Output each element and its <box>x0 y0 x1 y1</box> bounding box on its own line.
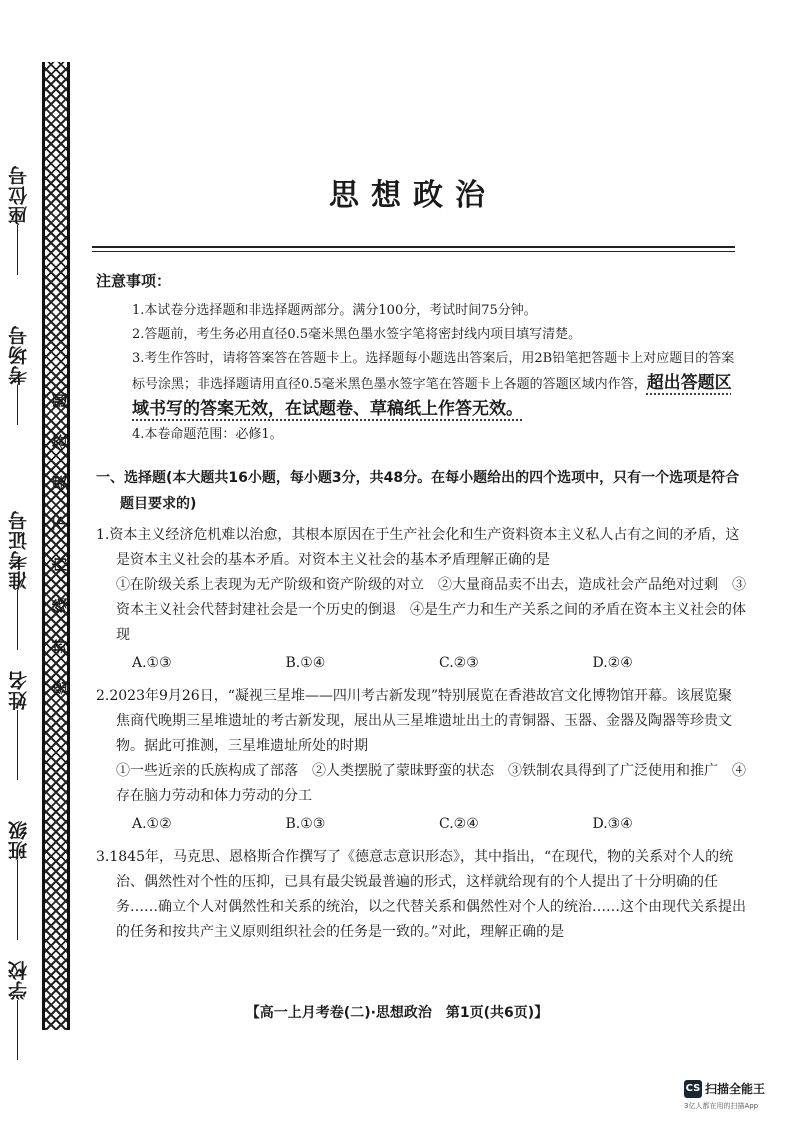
seal-char: 不 <box>51 515 70 532</box>
name-line <box>17 710 20 780</box>
scanner-tagline: 3亿人都在用的扫描App <box>684 1101 759 1110</box>
option-a[interactable]: A.①② <box>132 816 172 832</box>
notice-item: 1.本试卷分选择题和非选择题两部分。满分100分，考试时间75分钟。 <box>132 303 537 318</box>
seal-line-notice <box>50 380 72 708</box>
question-stem: 1.资本主义经济危机难以治愈，其根本原因在于生产社会化和生产资料资本主义私人占有之间的矛盾，这是资本主义社会的基本矛盾。对资本主义社会的基本矛盾理解正确的是 <box>96 527 740 568</box>
title-rule-thin <box>92 251 735 252</box>
name-field[interactable] <box>0 670 36 780</box>
seal-char: 题 <box>51 392 70 409</box>
title-rule-thick <box>92 246 735 248</box>
exam-room-line <box>17 385 20 425</box>
option-b[interactable]: B.①③ <box>285 816 326 832</box>
seal-char: 答 <box>51 433 70 450</box>
question-options <box>96 648 746 678</box>
page-footer: 【高一上月考卷(二)·思想政治 第1页(共6页)】 <box>245 1005 549 1021</box>
seal-char: 封 <box>51 638 70 655</box>
notice-heading: 注意事项： <box>96 272 172 290</box>
ticket-number-field[interactable] <box>0 510 36 650</box>
class-field[interactable] <box>0 820 36 940</box>
option-a[interactable]: A.①③ <box>132 655 172 671</box>
question-2 <box>96 684 746 839</box>
question-statements: ①一些近亲的氏族构成了部落 ②人类摆脱了蒙昧野蛮的状态 ③铁制农具得到了广泛使用和推广 ④存在脑力劳动和体力劳动的分工 <box>116 763 746 804</box>
notice-item: 4.本卷命题范围：必修1。 <box>132 427 283 442</box>
camscanner-logo-icon: CS <box>684 1080 702 1098</box>
section-heading: 一、选择题(本大题共16小题，每小题3分，共48分。在每小题给出的四个选项中，只有一个选项是符合题目要求的) <box>96 470 740 512</box>
question-1 <box>96 523 746 678</box>
scanner-name: 扫描全能王 <box>705 1082 766 1096</box>
exam-body <box>96 270 746 945</box>
school-label: 学校 <box>7 960 30 1000</box>
option-c[interactable]: C.②③ <box>439 655 479 671</box>
question-stem: 2.2023年9月26日，“凝视三星堆——四川考古新发现”特别展览在香港故宫文化博物馆开幕。该展览聚焦商代晚期三星堆遗址的考古新发现，展出从三星堆遗址出土的青铜器、玉器、金器及陶器等珍贵文物。据此可推测，三星堆遗址所处的时期 <box>96 688 733 754</box>
seal-char: 密 <box>51 679 70 696</box>
option-b[interactable]: B.①④ <box>285 655 326 671</box>
exam-room-label: 考场号 <box>7 325 30 385</box>
question-3 <box>96 845 746 945</box>
ticket-number-label: 准考证号 <box>7 510 30 590</box>
notice-item: 2.答题前，考生务必用直径0.5毫米黑色墨水签字笔将密封线内项目填写清楚。 <box>132 327 582 342</box>
question-options <box>96 809 746 839</box>
seat-number-line <box>17 225 20 275</box>
class-line <box>17 860 20 940</box>
class-label: 班级 <box>7 820 30 860</box>
exam-room-field[interactable] <box>0 325 36 425</box>
notice-item-text: 3.考生作答时，请将答案答在答题卡上。选择题每小题选出答案后，用2B铅笔把答题卡上对应题目的答案标号涂黑；非选择题请用直径0.5毫米黑色墨水签字笔在答题卡上各题的答题区域内作答， <box>132 351 735 392</box>
name-label: 姓名 <box>7 670 30 710</box>
option-c[interactable]: C.②④ <box>439 816 479 832</box>
seal-char: 内 <box>51 556 70 573</box>
question-statements: ①在阶级关系上表现为无产阶级和资产阶级的对立 ②大量商品卖不出去，造成社会产品绝对过剩 ③资本主义社会代替封建社会是一个历史的倒退 ④是生产力和生产关系之间的矛盾在资本主义社会的体现 <box>116 577 746 643</box>
notice-item <box>96 347 746 423</box>
seat-number-label: 座位号 <box>7 165 30 225</box>
notice-emphasis: 超出答题区域书写的答案无效，在试题卷、草稿纸上作答无效。 <box>132 373 732 419</box>
option-d[interactable]: D.②④ <box>592 655 633 671</box>
page-title: 思想政治 <box>329 178 497 213</box>
option-d[interactable]: D.③④ <box>592 816 633 832</box>
scanner-watermark <box>684 1078 794 1111</box>
ticket-number-line <box>17 590 20 650</box>
seal-char: 要 <box>51 474 70 491</box>
seal-char: 线 <box>51 597 70 614</box>
question-stem: 3.1845年，马克思、恩格斯合作撰写了《德意志意识形态》，其中指出，“在现代，物的关系对个人的统治、偶然性对个性的压抑，已具有最尖锐最普遍的形式，这样就给现有的个人提出了十分明确的任务……确立个人对偶然性和关系的统治，以之代替关系和偶然性对个人的统治……这个由现代关系提出的任务和按共产主义原则组织社会的任务是一致的。”对此，理解正确的是 <box>96 849 746 940</box>
